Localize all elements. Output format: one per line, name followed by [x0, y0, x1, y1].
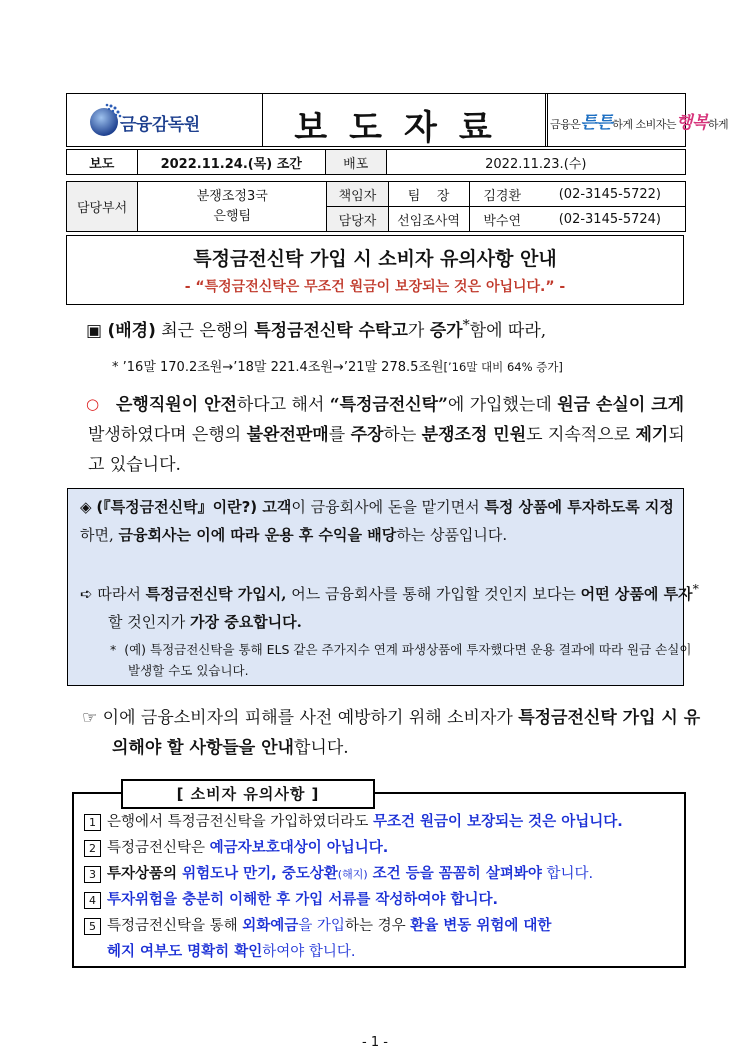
title-cell: 팀 장	[388, 182, 469, 207]
dept-name-line1: 분쟁조정3국	[196, 188, 268, 204]
title-cell	[263, 94, 548, 146]
footnote-star: *	[112, 360, 119, 375]
notice-item-continued	[107, 940, 355, 961]
pointing-hand-icon: ☞	[82, 708, 98, 728]
complaint-text: 발생하였다며 은행의	[88, 425, 247, 445]
fss-logo-icon	[89, 102, 123, 138]
background-paragraph	[86, 316, 706, 341]
item-text-emph: 무조건 원금이 보장되는 것은 아닙니다.	[372, 814, 623, 830]
bg-text: 가	[407, 321, 430, 341]
definition-paragraph	[80, 493, 676, 549]
person-cell: 박수연	[469, 207, 535, 232]
slogan-emph-2: 행복	[676, 113, 708, 133]
definition-text: 이 금융회사에 돈을 맡기면서	[291, 498, 485, 516]
bg-text: 증가	[429, 321, 463, 341]
definition-text: 하는 상품입니다.	[396, 526, 508, 544]
complaint-text: 은행직원이 안전	[116, 395, 237, 415]
logo-cell	[67, 94, 263, 146]
consumer-notice-title: [ 소비자 유의사항 ]	[121, 779, 375, 809]
embargo-label: 보도	[67, 150, 138, 175]
circle-bullet-icon: ○	[86, 395, 100, 413]
item-text: 하여야 합니다.	[262, 944, 356, 960]
notice-text: 이에 금융소비자의 피해를 사전 예방하기 위해 소비자가	[102, 708, 519, 728]
item-number: 2	[84, 840, 101, 857]
item-text-emph: 위험도나 만기, 중도상환	[182, 866, 338, 882]
complaint-text: 하는	[383, 425, 422, 445]
notice-item	[84, 810, 623, 831]
complaint-paragraph	[88, 390, 688, 480]
item-text-emph: 조건 등을 꼼꼼히 살펴봐야	[367, 866, 542, 882]
definition-text: 특정 상품에 투자하도록 지정	[484, 498, 674, 516]
notice-paragraph	[82, 703, 712, 763]
complaint-text: 되고 있습니다.	[88, 425, 685, 475]
footnote-text: ’16말 170.2조원→’18말 221.4조원→’21말 278.5조원	[122, 360, 444, 375]
distribution-label: 배포	[325, 150, 386, 175]
release-info-table	[66, 149, 686, 175]
phone-cell: (02-3145-5724)	[535, 207, 686, 232]
person-cell: 김경환	[469, 182, 535, 207]
notice-item	[84, 836, 388, 857]
advice-text: 특정금전신탁 가입시,	[145, 585, 287, 603]
dept-name-line2: 은행팀	[213, 208, 252, 224]
dept-label: 담당부서	[67, 182, 138, 232]
advice-text: 어떤 상품에 투자	[580, 585, 693, 603]
complaint-text: 도 지속적으로	[526, 425, 636, 445]
complaint-text: 분쟁조정 민원	[421, 425, 527, 445]
embargo-value: 2022.11.24.(목) 조간	[137, 150, 325, 175]
complaint-text: 제기	[635, 425, 669, 445]
item-number: 5	[84, 918, 101, 935]
press-release-title: 보도자료	[294, 108, 514, 148]
bg-text: 최근 은행의	[155, 321, 255, 341]
notice-item	[84, 914, 551, 935]
slogan-emph-1: 튼튼	[580, 113, 613, 133]
role-cell: 담당자	[327, 207, 388, 232]
advice-text: 따라서	[97, 585, 146, 603]
slogan-post: 하게	[707, 118, 729, 131]
complaint-text: 불완전판매	[246, 425, 329, 445]
footnote-mark: *	[462, 317, 470, 334]
slogan-mid: 하게 소비자는	[612, 118, 677, 131]
item-text: 은행에서 특정금전신탁을 가입하였더라도	[107, 814, 373, 830]
complaint-text: “특정금전신탁”	[329, 395, 448, 415]
notice-text: 특정금전신탁 가입 시 유의해야 할 사항들을 안내	[112, 708, 701, 758]
distribution-value: 2022.11.23.(수)	[386, 150, 685, 175]
footnote-text: (예) 특정금전신탁을 통해 ELS 같은 주가지수 연계 파생상품에 투자했다면 운용 결과에 따라 원금 손실이 발생할 수도 있습니다.	[124, 642, 692, 678]
item-text: 특정금전신탁을 통해	[107, 918, 243, 934]
item-number: 4	[84, 892, 101, 909]
definition-text: 금융회사는 이에 따라 운용 후 수익을 배당	[118, 526, 397, 544]
item-text: 특정금전신탁은	[107, 840, 210, 856]
slogan	[550, 108, 728, 133]
advice-text: 가장 중요합니다.	[190, 613, 302, 631]
bg-text: 함에 따라,	[469, 321, 547, 341]
title-cell: 선임조사역	[388, 207, 469, 232]
advice-text: 어느 금융회사를 통해 가입할 것인지 보다는	[286, 585, 581, 603]
department-table	[66, 181, 686, 232]
item-text-emph: 예금자보호대상이 아닙니다.	[209, 840, 389, 856]
complaint-text: 원금 손실이 크게	[557, 395, 685, 415]
example-footnote	[110, 639, 694, 681]
notice-item	[84, 888, 498, 909]
item-text: 하는 경우	[344, 918, 411, 934]
definition-question: (『특정금전신탁』이란?)	[96, 498, 258, 516]
complaint-text: 주장	[350, 425, 384, 445]
title-box	[66, 235, 684, 305]
complaint-text: 를	[328, 425, 351, 445]
item-number: 3	[84, 866, 101, 883]
dept-name	[138, 182, 327, 232]
arrow-icon: ➪	[80, 585, 93, 603]
consumer-notice-box	[72, 792, 686, 968]
definition-text: 하면,	[80, 526, 119, 544]
advice-text: 할 것인지가	[108, 613, 190, 631]
role-cell: 책임자	[327, 182, 388, 207]
footnote-mark: *	[692, 581, 699, 596]
complaint-text: 하다고 해서	[236, 395, 330, 415]
phone-cell: (02-3145-5722)	[535, 182, 686, 207]
background-footnote	[112, 356, 563, 375]
square-bullet-icon: ▣	[86, 321, 103, 341]
diamond-bullet-icon: ◈	[80, 498, 92, 516]
definition-text: 고객	[257, 498, 292, 516]
item-text-emph: 투자위험을 충분히 이해한 후 가입 서류를 작성하여야 합니다.	[107, 892, 499, 908]
org-name: 금융감독원	[120, 115, 200, 135]
item-text-emph: 환율 변동 위험에 대한	[410, 918, 552, 934]
definition-box	[67, 488, 699, 686]
complaint-text: 에 가입했는데	[447, 395, 558, 415]
bg-text: 특정금전신탁 수탁고	[254, 321, 408, 341]
item-number: 1	[84, 814, 101, 831]
main-title: 특정금전신탁 가입 시 소비자 유의사항 안내	[193, 248, 557, 270]
item-text-emph: 외화예금	[242, 918, 299, 934]
press-header	[66, 93, 729, 148]
footnote-small: [’16말 대비 64% 증가]	[443, 360, 563, 374]
item-text-emph: 헤지 여부도 명확히 확인	[107, 944, 263, 960]
notice-text: 합니다.	[293, 738, 349, 758]
footnote-star: *	[110, 642, 117, 657]
notice-item	[84, 862, 593, 883]
advice-paragraph	[80, 575, 704, 636]
slogan-cell	[548, 94, 729, 146]
background-label: (배경)	[107, 321, 156, 341]
sub-title: - “특정금전신탁은 무조건 원금이 보장되는 것은 아닙니다.” -	[184, 279, 566, 295]
item-text: 투자상품의	[107, 866, 183, 882]
item-text: 을 가입	[298, 918, 345, 934]
slogan-pre: 금융은	[550, 118, 581, 131]
page-number: - 1 -	[362, 1035, 388, 1050]
item-text: 합니다.	[541, 866, 594, 882]
item-text-small: (해지)	[337, 868, 368, 881]
